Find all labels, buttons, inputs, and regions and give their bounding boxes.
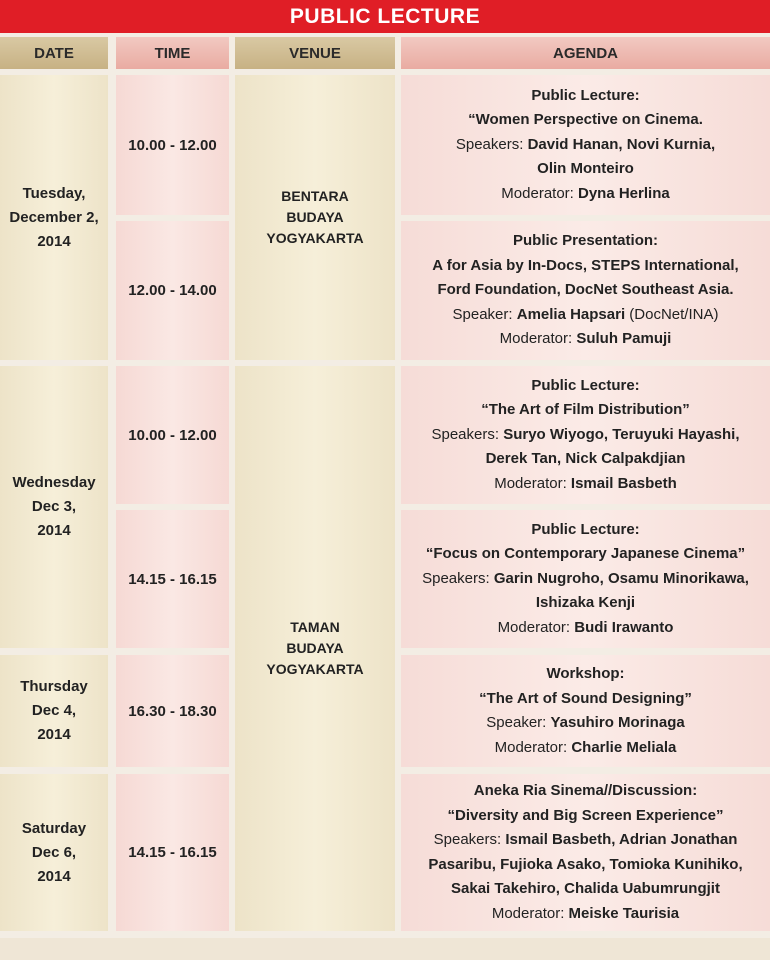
time-cell: 12.00 - 14.00 xyxy=(116,221,229,360)
date-line: Wednesday xyxy=(12,474,96,491)
venue-line: BENTARA xyxy=(281,188,349,204)
venue-line: TAMAN xyxy=(290,619,340,635)
moderator-label: Moderator: xyxy=(501,184,578,202)
moderator-label: Moderator: xyxy=(494,738,572,756)
agenda-title: Public Lecture: xyxy=(531,520,640,538)
moderator-name: Meiske Taurisia xyxy=(568,904,680,922)
agenda-subtitle: “The Art of Film Distribution” xyxy=(481,401,690,419)
date-line: Saturday xyxy=(21,819,87,837)
speaker-names: Sakai Takehiro, Chalida Uabumrungjit xyxy=(451,880,720,897)
time-cell: 10.00 - 12.00 xyxy=(116,75,229,215)
agenda-title: Public Lecture: xyxy=(531,376,640,394)
agenda-cell xyxy=(401,221,770,360)
time-cell: 14.15 - 16.15 xyxy=(116,774,229,931)
date-line: Tuesday, xyxy=(22,184,86,202)
speaker-label: Speakers: xyxy=(455,135,528,153)
agenda-title: Aneka Ria Sinema//Discussion: xyxy=(473,782,698,799)
time-cell: 16.30 - 18.30 xyxy=(116,655,229,767)
venue-cell xyxy=(235,366,395,931)
speaker-names: Pasaribu, Fujioka Asako, Tomioka Kunihiko, xyxy=(428,855,743,873)
venue-line: BUDAYA xyxy=(286,640,344,656)
date-line: Dec 4, xyxy=(31,702,77,719)
date-line: Dec 3, xyxy=(31,498,77,515)
agenda-cell xyxy=(401,510,770,648)
speaker-label: Speaker: xyxy=(486,714,551,731)
venue-cell xyxy=(235,75,395,360)
agenda-cell xyxy=(401,655,770,767)
moderator-name: Budi Irawanto xyxy=(574,618,674,636)
agenda-title: Public Presentation: xyxy=(512,232,659,250)
footer-strip xyxy=(0,938,770,960)
moderator-name: Dyna Herlina xyxy=(578,184,670,202)
date-cell xyxy=(0,774,108,931)
agenda-subtitle: Ford Foundation, DocNet Southeast Asia. xyxy=(437,281,734,299)
moderator-name: Ismail Basbeth xyxy=(570,474,677,492)
speaker-names: Suryo Wiyogo, Teruyuki Hayashi, xyxy=(503,425,740,443)
date-line: Dec 6, xyxy=(31,843,77,861)
agenda-subtitle: “Women Perspective on Cinema. xyxy=(468,111,703,129)
moderator-label: Moderator: xyxy=(499,330,577,348)
title-banner xyxy=(0,0,770,33)
speaker-names: Ismail Basbeth, Adrian Jonathan xyxy=(505,831,738,848)
agenda-cell xyxy=(401,366,770,504)
header-date: DATE xyxy=(0,37,108,69)
date-line: December 2, xyxy=(9,208,99,226)
agenda-title: Public Lecture: xyxy=(531,86,640,104)
agenda-subtitle: “Focus on Contemporary Japanese Cinema” xyxy=(425,545,746,563)
speaker-names: David Hanan, Novi Kurnia, xyxy=(527,135,716,153)
agenda-title: Workshop: xyxy=(546,665,625,682)
speaker-names: Garin Nugroho, Osamu Minorikawa, xyxy=(493,569,749,587)
date-cell xyxy=(0,655,108,767)
speaker-names: Yasuhiro Morinaga xyxy=(550,714,685,731)
date-line: Thursday xyxy=(20,678,88,695)
date-line: 2014 xyxy=(37,726,71,743)
speaker-names: Ishizaka Kenji xyxy=(535,594,636,612)
moderator-label: Moderator: xyxy=(491,904,569,922)
moderator-name: Suluh Pamuji xyxy=(576,330,672,348)
agenda-cell xyxy=(401,774,770,931)
venue-line: YOGYAKARTA xyxy=(266,230,364,246)
page-title: PUBLIC LECTURE xyxy=(289,4,481,28)
header-agenda: AGENDA xyxy=(401,37,770,69)
date-line: 2014 xyxy=(37,522,71,539)
header-time: TIME xyxy=(116,37,229,69)
time-cell: 10.00 - 12.00 xyxy=(116,366,229,504)
date-line: 2014 xyxy=(37,232,71,250)
agenda-subtitle: A for Asia by In-Docs, STEPS International, xyxy=(432,256,739,274)
time-cell: 14.15 - 16.15 xyxy=(116,510,229,648)
speaker-label: Speakers: xyxy=(422,569,494,587)
speaker-suffix: (DocNet/INA) xyxy=(625,305,719,323)
moderator-label: Moderator: xyxy=(497,618,575,636)
agenda-subtitle: “The Art of Sound Designing” xyxy=(479,689,692,707)
speaker-label: Speakers: xyxy=(431,425,504,443)
date-cell xyxy=(0,366,108,648)
agenda-cell xyxy=(401,75,770,215)
agenda-subtitle: “Diversity and Big Screen Experience” xyxy=(447,806,724,824)
speaker-names: Derek Tan, Nick Calpakdjian xyxy=(485,450,686,468)
venue-line: BUDAYA xyxy=(286,209,344,225)
date-line: 2014 xyxy=(37,867,71,885)
speaker-names: Olin Monteiro xyxy=(537,160,634,178)
moderator-name: Charlie Meliala xyxy=(571,738,677,756)
speaker-names: Amelia Hapsari xyxy=(516,305,626,323)
venue-line: YOGYAKARTA xyxy=(266,661,364,677)
speaker-label: Speakers: xyxy=(433,831,506,848)
date-cell xyxy=(0,75,108,360)
speaker-label: Speaker: xyxy=(452,305,517,323)
moderator-label: Moderator: xyxy=(494,474,571,492)
header-venue: VENUE xyxy=(235,37,395,69)
